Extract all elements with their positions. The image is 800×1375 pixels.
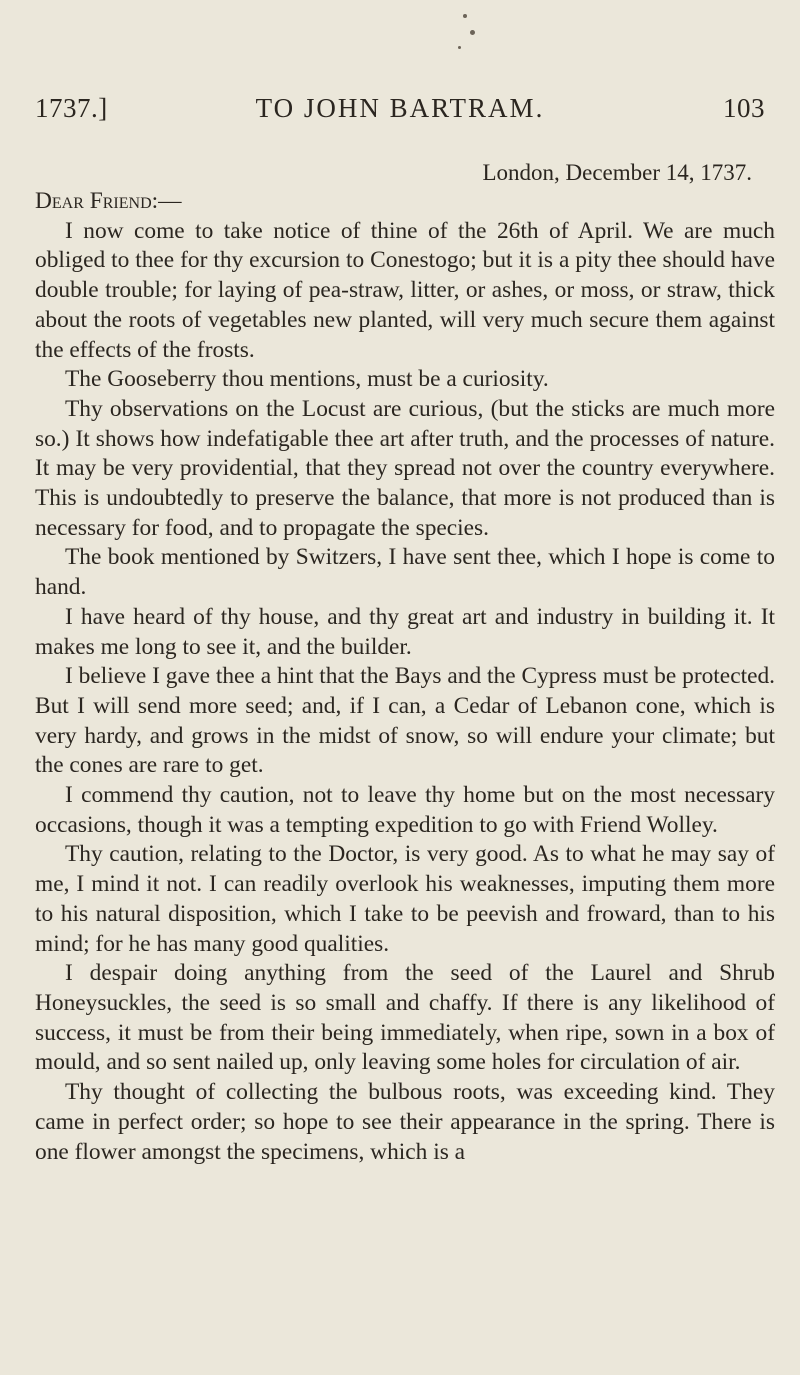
letter-dateline: London, December 14, 1737.: [482, 160, 752, 185]
paragraph: The book mentioned by Switzers, I have sent thee, which I hope is come to hand.: [35, 544, 775, 601]
paragraph: I have heard of thy house, and thy great art and industry in building it. It makes me long to see it, and the builder.: [35, 603, 775, 660]
paragraph: I despair doing anything from the seed of the Laurel and Shrub Honeysuckles, the seed is so small and chaffy. If there is any likelihood of success, it must be from their being immediately, when ripe, sown in a box of mould, and so sent nailed up, only leaving some holes for circulation of air.: [35, 960, 775, 1076]
paragraph: Thy thought of collecting the bulbous roots, was exceeding kind. They came in perfect order; so hope to see their appearance in the spring. There is one flower amongst the specimens, which is a: [35, 1079, 775, 1165]
paragraph: I believe I gave thee a hint that the Bays and the Cypress must be protected. But I will send more seed; and, if I can, a Cedar of Lebanon cone, which is very hardy, and grows in the midst of snow, so will endure your climate; but the cones are rare to get.: [35, 663, 775, 779]
header-year: 1737.]: [35, 93, 108, 123]
running-header: [35, 93, 765, 133]
ink-speck: [463, 14, 467, 18]
paragraph: Thy observations on the Locust are curious, (but the sticks are much more so.) It shows how indefatigable thee art after truth, and the processes of nature. It may be very providential, that they spread not over the country everywhere. This is undoubtedly to preserve the balance, that more is not produced than is necessary for food, and to propagate the species.: [35, 395, 775, 541]
letter-body: [35, 187, 775, 1167]
letter-salutation: Dear Friend:—: [35, 188, 182, 214]
paragraph: I now come to take notice of thine of the 26th of April. We are much obliged to thee for thy excursion to Conestogo; but it is a pity thee should have double trouble; for laying of pea-straw, litter, or ashes, or moss, or straw, thick about the roots of vegetables new planted, will very much secure them against the effects of the frosts.: [35, 217, 775, 363]
ink-speck: [470, 30, 475, 35]
paragraph: Thy caution, relating to the Doctor, is very good. As to what he may say of me, I mind it not. I can readily overlook his weaknesses, imputing them more to his natural disposition, which I take to be peevish and froward, than to his mind; for he has many good qualities.: [35, 841, 775, 957]
paragraph: The Gooseberry thou mentions, must be a curiosity.: [65, 366, 549, 393]
page-number: 103: [723, 93, 765, 123]
header-title: TO JOHN BARTRAM.: [255, 93, 545, 123]
paragraph: I commend thy caution, not to leave thy home but on the most necessary occasions, though it was a tempting expedition to go with Friend Wolley.: [35, 782, 775, 838]
ink-speck: [458, 46, 461, 49]
